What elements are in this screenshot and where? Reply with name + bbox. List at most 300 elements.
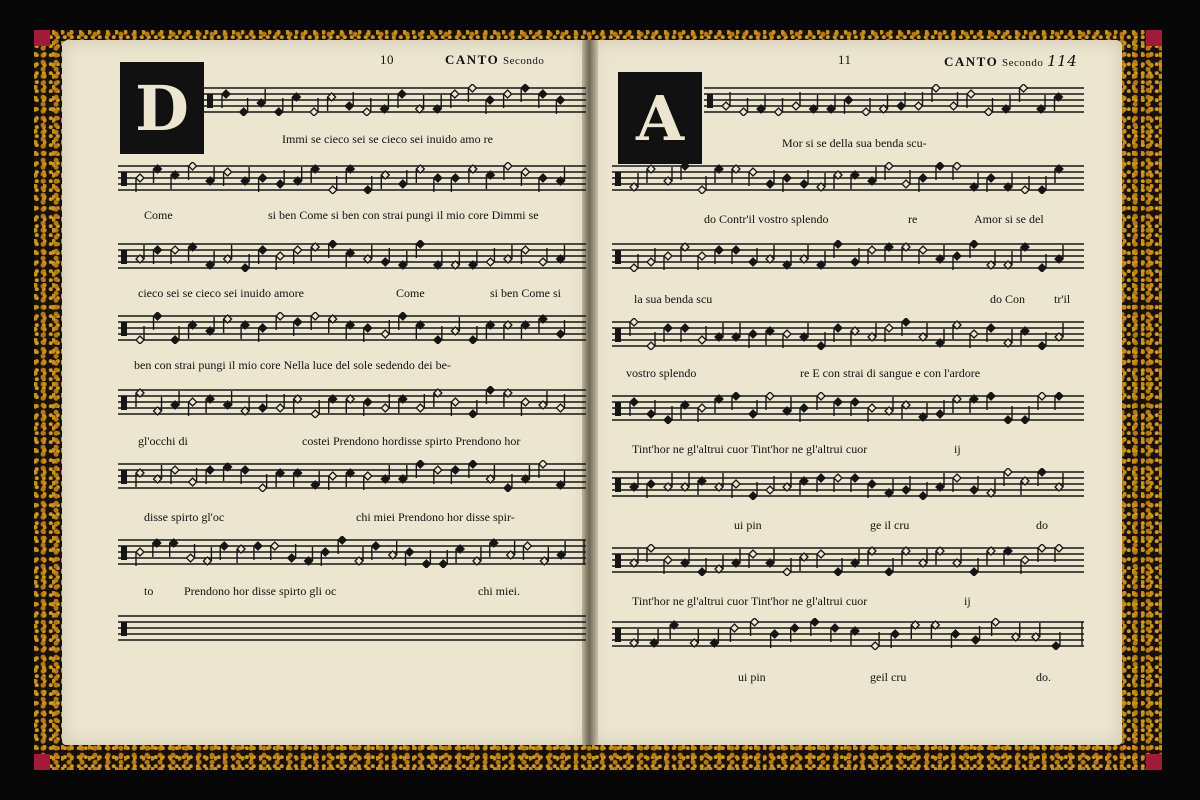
lyric-line [974, 212, 1044, 227]
lyric-text: ij [954, 442, 961, 456]
note-head [241, 466, 249, 474]
note-head [992, 618, 1000, 626]
note-head [1038, 264, 1046, 272]
note-head [399, 180, 407, 188]
clef-mark [707, 94, 713, 108]
clef-mark [121, 250, 127, 264]
lyric-text: ij [964, 594, 971, 608]
note-head [647, 258, 655, 266]
note-head [817, 342, 825, 350]
note-head [136, 548, 144, 556]
note-head [1038, 342, 1046, 350]
lyric-text: geil cru [870, 670, 907, 684]
note-head [521, 84, 529, 92]
note-head [329, 240, 337, 248]
note-head [451, 398, 459, 406]
clef-mark [121, 322, 127, 336]
note-head [381, 258, 389, 266]
note-head [311, 410, 319, 418]
lyric-line [1036, 670, 1051, 685]
note-head [951, 630, 959, 638]
clef-mark [207, 94, 213, 108]
lyric-line [356, 510, 515, 525]
note-head [398, 90, 406, 98]
left-system-4 [118, 312, 586, 382]
left-system-7 [118, 536, 586, 606]
right-page-header [838, 52, 852, 68]
right-system-2 [612, 162, 1084, 232]
lyric-text: gl'occhi di [138, 434, 188, 448]
note-head [732, 246, 740, 254]
note-head [834, 568, 842, 576]
note-head [698, 568, 706, 576]
note-head [521, 168, 529, 176]
note-head [647, 480, 655, 488]
lyric-text: re E con strai di sangue e con l'ardore [800, 366, 981, 380]
lyric-text: Tint'hor ne gl'altrui cuor Tint'hor ne gl'altrui cuor [632, 594, 868, 608]
left-system-5 [118, 386, 586, 456]
handwritten-page-number: 114 [1047, 52, 1078, 70]
staff [612, 544, 1084, 576]
lyric-text: la sua benda scu [634, 292, 713, 306]
note-head [240, 108, 248, 116]
lyric-text: cieco sei se cieco sei inuido amore [138, 286, 304, 300]
lyric-text: vostro splendo [626, 366, 697, 380]
note-head [919, 492, 927, 500]
note-head [817, 550, 825, 558]
note-head [539, 174, 547, 182]
note-head [891, 630, 899, 638]
note-head [439, 560, 447, 568]
note-head [987, 324, 995, 332]
staff [118, 386, 586, 418]
note-head [434, 466, 442, 474]
lyric-line [282, 132, 493, 147]
lyric-line [634, 292, 712, 307]
note-head [486, 258, 494, 266]
note-head [749, 410, 757, 418]
note-head [276, 312, 284, 320]
note-head [698, 252, 706, 260]
note-head [953, 252, 961, 260]
note-head [539, 460, 547, 468]
lyric-text: re [908, 212, 918, 226]
note-head [936, 162, 944, 170]
note-head [868, 480, 876, 488]
lyric-line [184, 584, 336, 599]
note-head [416, 460, 424, 468]
lyric-line [704, 212, 829, 227]
staff [612, 468, 1084, 500]
lyric-line [632, 442, 867, 457]
initial-letter-a: A [635, 81, 685, 155]
clef-mark [615, 478, 621, 492]
left-page-header [380, 52, 394, 68]
cover-corner-bottom-right [1146, 754, 1162, 770]
cover-corner-bottom-left [34, 754, 50, 770]
note-head [189, 162, 197, 170]
note-head [364, 398, 372, 406]
note-head [171, 466, 179, 474]
lyric-text: do Con [990, 292, 1026, 306]
note-head [259, 324, 267, 332]
lyric-line [134, 358, 451, 373]
left-system-6 [118, 460, 586, 530]
lyric-line [144, 510, 224, 525]
note-head [862, 108, 870, 116]
clef-mark [121, 546, 127, 560]
note-head [276, 252, 284, 260]
lyric-line [490, 286, 561, 301]
left-system-1 [204, 84, 586, 154]
note-head [664, 556, 672, 564]
note-head [1052, 642, 1060, 650]
note-head [171, 336, 179, 344]
note-head [416, 240, 424, 248]
staff [612, 162, 1084, 194]
note-head [897, 102, 905, 110]
note-head [1004, 416, 1012, 424]
note-head [766, 392, 774, 400]
note-head [800, 180, 808, 188]
note-head [970, 486, 978, 494]
lyric-line [144, 208, 173, 223]
lyric-line [478, 584, 520, 599]
staff [118, 240, 586, 272]
clef-mark [121, 396, 127, 410]
note-head [372, 542, 380, 550]
initial-letter-d: D [135, 71, 189, 145]
note-head [698, 336, 706, 344]
note-head [363, 108, 371, 116]
note-head [329, 472, 337, 480]
note-head [834, 474, 842, 482]
right-system-1 [704, 84, 1084, 154]
lyric-line [870, 518, 909, 533]
note-head [171, 246, 179, 254]
note-head [766, 180, 774, 188]
staff [118, 460, 586, 492]
lyric-line [954, 442, 961, 457]
note-head [749, 168, 757, 176]
note-head [469, 460, 477, 468]
clef-mark [615, 628, 621, 642]
note-head [556, 330, 564, 338]
note-head [521, 246, 529, 254]
note-head [220, 542, 228, 550]
lyric-text: Come [144, 208, 173, 222]
note-head [1038, 468, 1046, 476]
note-head [275, 108, 283, 116]
note-head [987, 174, 995, 182]
staff [118, 312, 586, 344]
staff [612, 392, 1084, 424]
lyric-line [1054, 292, 1070, 307]
note-head [740, 108, 748, 116]
note-head [811, 618, 819, 626]
note-head [953, 162, 961, 170]
lyric-line [138, 286, 304, 301]
left-folio: 10 [380, 52, 394, 67]
left-system-empty [118, 612, 586, 652]
lyric-line [990, 292, 1025, 307]
note-head [345, 102, 353, 110]
clef-mark [615, 250, 621, 264]
note-head [630, 264, 638, 272]
lyric-text: disse spirto gl'oc [144, 510, 225, 524]
note-head [364, 472, 372, 480]
lyric-text: chi miei. [478, 584, 520, 598]
lyric-text: si ben Come si ben con strai pungi il mio core Dimmi se [268, 208, 539, 222]
left-running-head [445, 52, 544, 68]
note-head [972, 636, 980, 644]
staff [612, 618, 1084, 650]
note-head [885, 324, 893, 332]
right-system-4 [612, 318, 1084, 388]
note-head [834, 398, 842, 406]
note-head [783, 174, 791, 182]
note-head [792, 102, 800, 110]
lyric-text: do. [1036, 670, 1051, 684]
decorated-initial-a [618, 72, 702, 164]
note-head [647, 410, 655, 418]
note-head [189, 478, 197, 486]
note-head [751, 618, 759, 626]
note-head [434, 174, 442, 182]
note-head [851, 474, 859, 482]
staff [118, 536, 586, 568]
lyric-line [632, 594, 867, 609]
note-head [329, 186, 337, 194]
note-head [504, 162, 512, 170]
lyric-text: do Contr'il vostro splendo [704, 212, 829, 226]
note-head [698, 404, 706, 412]
note-head [539, 90, 547, 98]
note-head [749, 258, 757, 266]
note-head [259, 404, 267, 412]
lyric-text: ben con strai pungi il mio core Nella luce del sole sedendo dei be- [134, 358, 451, 372]
note-head [469, 410, 477, 418]
note-head [294, 246, 302, 254]
lyric-text: Come [396, 286, 425, 300]
lyric-text: Immi se cieco sei se cieco sei inuido amo re [282, 132, 493, 146]
note-head [504, 90, 512, 98]
staff [612, 318, 1084, 350]
note-head [722, 102, 730, 110]
staff [612, 240, 1084, 272]
note-head [871, 642, 879, 650]
lyric-text: ge il cru [870, 518, 910, 532]
note-head [1055, 544, 1063, 552]
lyric-line [964, 594, 971, 609]
lyric-text: Mor si se della sua benda scu- [782, 136, 927, 150]
clef-mark [121, 172, 127, 186]
note-head [422, 560, 430, 568]
note-head [932, 84, 940, 92]
left-canto: CANTO [445, 52, 500, 67]
note-head [681, 162, 689, 170]
note-head [851, 258, 859, 266]
cover-corner-top-right [1146, 30, 1162, 46]
note-head [698, 186, 706, 194]
lyric-line [908, 212, 917, 227]
note-head [749, 330, 757, 338]
empty-staff [118, 612, 586, 644]
right-system-8 [612, 618, 1084, 688]
note-head [416, 404, 424, 412]
staff [204, 84, 586, 116]
note-head [919, 246, 927, 254]
note-head [732, 480, 740, 488]
right-system-3 [612, 240, 1084, 310]
note-head [970, 568, 978, 576]
note-head [885, 162, 893, 170]
lyric-text: chi miei Prendono hor disse spir- [356, 510, 515, 524]
note-head [1055, 392, 1063, 400]
note-head [486, 386, 494, 394]
note-head [364, 186, 372, 194]
staff [118, 162, 586, 194]
clef-mark [615, 402, 621, 416]
note-head [406, 548, 414, 556]
note-head [749, 492, 757, 500]
lyric-text: to [144, 584, 154, 598]
note-head [647, 342, 655, 350]
note-head [1021, 416, 1029, 424]
note-head [775, 108, 783, 116]
note-head [630, 398, 638, 406]
right-running-head [944, 52, 1077, 70]
note-head [222, 90, 230, 98]
note-head [967, 90, 975, 98]
lyric-line [738, 670, 766, 685]
note-head [902, 486, 910, 494]
note-head [1038, 392, 1046, 400]
note-head [902, 318, 910, 326]
note-head [451, 466, 459, 474]
note-head [950, 102, 958, 110]
note-head [817, 392, 825, 400]
lyric-text: ui pin [734, 518, 762, 532]
note-head [885, 568, 893, 576]
note-head [556, 404, 564, 412]
note-head [1004, 468, 1012, 476]
right-system-6 [612, 468, 1084, 538]
lyric-line [626, 366, 696, 381]
note-head [154, 312, 162, 320]
lyric-line [734, 518, 762, 533]
lyric-text: tr'il [1054, 292, 1071, 306]
lyric-line [144, 584, 153, 599]
note-head [1020, 84, 1028, 92]
note-head [259, 246, 267, 254]
note-head [364, 324, 372, 332]
note-head [730, 624, 738, 632]
note-head [664, 324, 672, 332]
note-head [434, 336, 442, 344]
decorated-initial-d [120, 62, 204, 154]
lyric-text: ui pin [738, 670, 766, 684]
note-head [136, 174, 144, 182]
note-head [919, 174, 927, 182]
note-head [259, 174, 267, 182]
note-head [681, 324, 689, 332]
note-head [783, 568, 791, 576]
note-head [868, 246, 876, 254]
note-head [276, 404, 284, 412]
note-head [1038, 186, 1046, 194]
lyric-line [1036, 518, 1048, 533]
note-head [732, 392, 740, 400]
note-head [556, 96, 564, 104]
lyric-text: costei Prendono hordisse spirto Prendono hor [302, 434, 521, 448]
note-head [749, 550, 757, 558]
note-head [970, 240, 978, 248]
note-head [766, 486, 774, 494]
note-head [851, 398, 859, 406]
note-head [468, 84, 476, 92]
lyric-line [396, 286, 425, 301]
lyric-text: si ben Come si [490, 286, 561, 300]
lyric-line [268, 208, 539, 223]
note-head [987, 392, 995, 400]
cover-corner-top-left [34, 30, 50, 46]
note-head [1038, 544, 1046, 552]
note-head [276, 180, 284, 188]
left-system-3 [118, 240, 586, 310]
note-head [310, 108, 318, 116]
lyric-line [800, 366, 980, 381]
note-head [817, 474, 825, 482]
note-head [189, 398, 197, 406]
note-head [1021, 556, 1029, 564]
note-head [845, 96, 853, 104]
note-head [953, 474, 961, 482]
clef-mark [615, 554, 621, 568]
note-head [771, 630, 779, 638]
note-head [271, 542, 279, 550]
left-system-2 [118, 162, 586, 232]
note-head [206, 466, 214, 474]
lyric-text: Amor si se del [974, 212, 1044, 226]
lyric-text: Tint'hor ne gl'altrui cuor Tint'hor ne gl'altrui cuor [632, 442, 868, 456]
note-head [664, 416, 672, 424]
note-head [504, 484, 512, 492]
right-system-7 [612, 544, 1084, 614]
note-head [451, 174, 459, 182]
note-head [831, 624, 839, 632]
left-secondo: Secondo [502, 55, 545, 67]
lyric-line [870, 670, 906, 685]
clef-mark [121, 470, 127, 484]
note-head [834, 240, 842, 248]
note-head [791, 624, 799, 632]
note-head [539, 258, 547, 266]
clef-mark [615, 172, 621, 186]
note-head [288, 554, 296, 562]
note-head [241, 264, 249, 272]
note-head [664, 252, 672, 260]
note-head [187, 554, 195, 562]
note-head [381, 404, 389, 412]
staff [704, 84, 1084, 116]
note-head [715, 246, 723, 254]
note-head [294, 318, 302, 326]
note-head [783, 330, 791, 338]
note-head [630, 318, 638, 326]
note-head [915, 102, 923, 110]
note-head [451, 90, 459, 98]
